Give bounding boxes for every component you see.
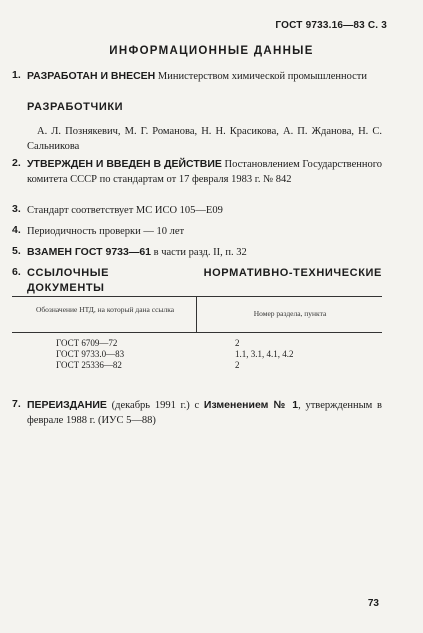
item-4: Периодичность проверки — 10 лет [27, 226, 185, 237]
developers-title: РАЗРАБОТЧИКИ [27, 101, 124, 113]
table-row-2-ref: 1.1, 3.1, 4.1, 4.2 [235, 349, 294, 359]
item-7-bold-reissue: ПЕРЕИЗДАНИЕ [27, 399, 107, 411]
item-3-number: 3. [12, 203, 21, 215]
item-6-number: 6. [12, 266, 21, 278]
item-1 [27, 69, 382, 84]
table-header-section: Номер раздела, пункта [253, 309, 327, 318]
item-1-bold: РАЗРАБОТАН И ВНЕСЕН [27, 70, 156, 82]
table-column-divider [196, 296, 197, 332]
item-6: ССЫЛОЧНЫЕ НОРМАТИВНО-ТЕХНИЧЕСКИЕ ДОКУМЕНТЫ [27, 267, 382, 294]
item-5-text: в части разд. II, п. 32 [151, 247, 247, 258]
item-2-bold: УТВЕРЖДЕН И ВВЕДЕН В ДЕЙСТВИЕ [27, 158, 222, 170]
item-7-bold-amendment: Изменением № 1 [203, 399, 299, 411]
table-row-3-doc: ГОСТ 25336—82 [56, 360, 122, 370]
item-1-text: Министерством химической промышленности [155, 71, 367, 82]
table-top-rule [12, 296, 382, 297]
table-header-rule [12, 332, 382, 333]
table-row-1-ref: 2 [235, 338, 240, 348]
item-5-bold: ВЗАМЕН ГОСТ 9733—61 [27, 246, 152, 258]
item-7-number: 7. [12, 398, 21, 410]
item-2 [27, 157, 382, 187]
item-4-number: 4. [12, 224, 21, 236]
table-row-1-doc: ГОСТ 6709—72 [56, 338, 118, 348]
page-header: ГОСТ 9733.16—83 С. 3 [275, 20, 387, 31]
table-row-3-ref: 2 [235, 360, 240, 370]
item-7-text-date: (декабрь 1991 г.) с [106, 400, 204, 411]
page-title: ИНФОРМАЦИОННЫЕ ДАННЫЕ [109, 45, 314, 57]
item-1-number: 1. [12, 69, 21, 81]
table-row-2-doc: ГОСТ 9733.0—83 [56, 349, 125, 359]
item-7 [27, 398, 382, 428]
table-header-document: Обозначение НТД, на который дана ссылка [35, 305, 175, 314]
item-3: Стандарт соответствует МС ИСО 105—Е09 [27, 205, 223, 216]
page-number: 73 [367, 598, 379, 609]
item-7-text: , утвержденным в феврале 1988 г. (ИУС 5—88) [27, 400, 382, 426]
item-5-number: 5. [12, 245, 21, 257]
item-5 [27, 245, 382, 260]
item-2-number: 2. [12, 157, 21, 169]
item-2-text: Постановлением Государственного комитета СССР по стандартам от 17 февраля 1983 г. № 842 [27, 159, 383, 185]
developers-list: А. Л. Познякевич, М. Г. Романова, Н. Н. Красикова, А. П. Жданова, Н. С. Сальникова [27, 126, 382, 152]
